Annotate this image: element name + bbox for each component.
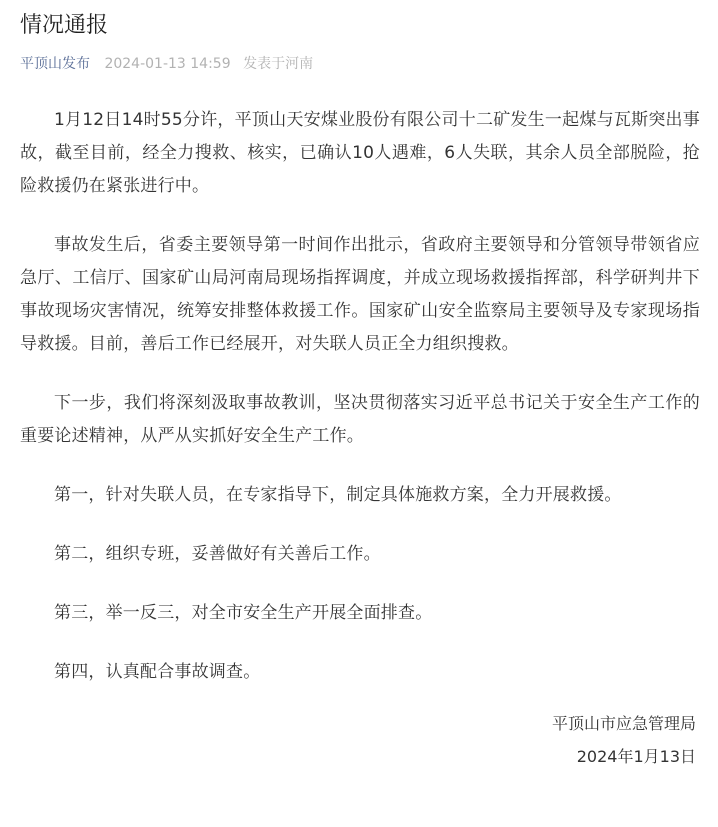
publish-datetime: 2024-01-13 14:59 — [104, 56, 231, 72]
account-name-link[interactable]: 平顶山发布 — [20, 56, 90, 72]
signature-block — [20, 707, 700, 773]
paragraph-3: 下一步，我们将深刻汲取事故教训，坚决贯彻落实习近平总书记关于安全生产工作的重要论述精神，从严从实抓好安全生产工作。 — [20, 393, 700, 446]
signature-date: 2024年1月13日 — [576, 747, 696, 766]
paragraph-1: 1月12日14时55分许，平顶山天安煤业股份有限公司十二矿发生一起煤与瓦斯突出事故，截至目前，经全力搜救、核实，已确认10人遇难，6人失联，其余人员全部脱险，抢险救援仍在紧张进行中。 — [20, 110, 700, 196]
paragraph-2: 事故发生后，省委主要领导第一时间作出批示，省政府主要领导和分管领导带领省应急厅、工信厅、国家矿山局河南局现场指挥调度，并成立现场救援指挥部，科学研判井下事故现场灾害情况，统筹安排整体救援工作。国家矿山安全监察局主要领导及专家现场指导救援。目前，善后工作已经展开，对失联人员正全力组织搜救。 — [20, 235, 700, 354]
publish-location: 发表于河南 — [243, 56, 314, 72]
article-body — [20, 104, 700, 689]
signature-org: 平顶山市应急管理局 — [551, 714, 696, 733]
paragraph-4: 第一，针对失联人员，在专家指导下，制定具体施救方案，全力开展救援。 — [54, 485, 622, 505]
article-meta — [20, 55, 700, 73]
article-title: 情况通报 — [20, 13, 109, 38]
paragraph-7: 第四，认真配合事故调查。 — [54, 662, 261, 682]
paragraph-6: 第三，举一反三，对全市安全生产开展全面排查。 — [54, 603, 433, 623]
article — [20, 0, 700, 773]
paragraph-5: 第二，组织专班，妥善做好有关善后工作。 — [54, 544, 381, 564]
